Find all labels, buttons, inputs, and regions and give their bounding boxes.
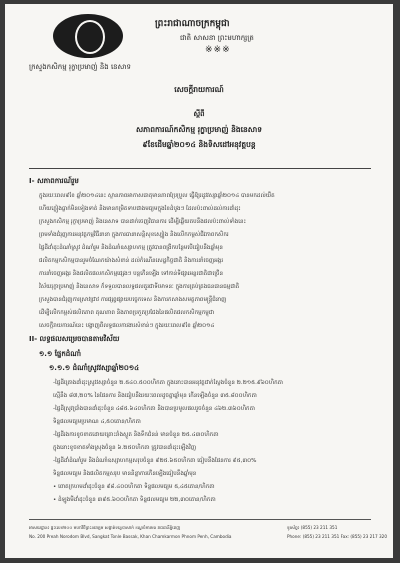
body-line: ក្នុងនោះខូចខាតទាំងស្រុងចំនួន ៦.២៥០ហិកតា ត្រូវបានដាំដុះឡើងវិញ [53, 445, 197, 451]
subsection-heading: ១.១ ផ្នែកដំណាំ [39, 350, 82, 358]
body-line: ក្រសួងកសិកម្ម រុក្ខាប្រមាញ់ និងនេសាទ បានដាក់ចេញវិធានការ ដើម្បីឆ្លើយតបនឹងផលប៉ះពាល់ទាំងនេះ [39, 219, 246, 225]
body-line: -ផ្ទៃដីរងការខូចខាតដោយគ្រោះរាំងស្ងួត និងទឹកជំនន់ មានចំនួន ២៥.៤៣០ហិកតា [53, 432, 219, 438]
footer-address-khmer: អាសយដ្ឋាន៖ ផ្ទះលេខ២០០ មហាវិថីព្រះនរោត្តម សង្កាត់ទន្លេបាសាក់ ខណ្ឌចំការមន រាជធានីភ្នំពេញ [29, 525, 181, 530]
title-divider [29, 168, 371, 169]
document-title-line-1: សភាពការណ៍កសិកម្ម រុក្ខាប្រមាញ់ និងនេសាទ [135, 125, 263, 134]
body-line: ទិន្នផលមធ្យមប្រមាណ ៤,៥០តោន/ហិកតា [53, 419, 141, 425]
section-2-body [53, 377, 371, 507]
footer-phone-english: Phone: (855) 23 211 351 Fax: (855) 23 217 320 [287, 534, 387, 539]
body-line: ទិន្នផលមធ្យម និងផលិតកម្មសរុប មាននិន្នាការកើនឡើងធៀបនឹងឆ្នាំមុន [53, 471, 197, 477]
body-line: ផលិតកម្មកសិកម្មបានរួមចំណែកយ៉ាងសំខាន់ ដល់កំណើនសេដ្ឋកិច្ចជាតិ និងការនាំចេញអង្ករ [39, 258, 224, 264]
footer-address-english: No. 200 Preah Norodom Blvd, Sangkat Tonle Bassak, Khan Chamkarmon Phnom Penh, Cambodia [29, 534, 232, 539]
document-title-line-2: ៩ខែដើមឆ្នាំ២០១៤ និងទិសដៅអនុវត្តបន្ត [142, 140, 256, 149]
body-line: វិស័យរុក្ខាប្រមាញ់ និងនេសាទ ក៏ទទួលបានលទ្ធផលគួរជាទីមោទនៈ ក្នុងការគ្រប់គ្រងធនធានធម្មជាតិ [39, 284, 240, 290]
body-line: ក្នុងរយៈពេល៩ខែ ឆ្នាំ២០១៤នេះ ស្ថានភាពអាកាសធាតុមានភាពប្រែប្រួល ធ្វើឱ្យរដូវវស្សាឆ្នាំ២០១៤ បានមកដល់យឺត [39, 193, 275, 199]
document-page [5, 4, 393, 558]
body-line: -ផ្ទៃដីដាំដំណាំរួម និងដំណាំឧស្សាហកម្មសរុបចំនួន ៩២៥.៦៥០ហិកតា ធៀបនឹងផែនការ ៩៥,៣០% [53, 458, 257, 464]
ministry-crest-logo [53, 14, 123, 58]
body-line: ផ្ទៃដីដាំដុះដំណាំស្រូវ ដំណាំរួម និងដំណាំឧស្សាហកម្ម ត្រូវបានពង្រីកបន្ថែមបើធៀបនឹងឆ្នាំមុន [39, 245, 223, 251]
footer-phone-khmer: ទូរស័ព្ទ៖ (855) 23 211 351 [287, 525, 338, 530]
body-line: ហើយភ្លៀងធ្លាក់មិនទៀងទាត់ និងមានកម្រិតទាបជាងមធ្យមក្នុងខែដំបូងៗ ដែលប៉ះពាល់ដល់ការដាំដុះ [39, 206, 241, 212]
section-1-heading: I- សភាពការណ៍រួម [29, 177, 79, 185]
section-1-body [39, 190, 371, 333]
subsection-heading: ១.១.១ ដំណាំស្រូវវស្សាឆ្នាំ២០១៤ [49, 364, 140, 372]
body-line: ការនាំចេញអង្ករ និងផលិតផលកសិកម្មផ្សេងៗ បន្តកើនឡើង ទៅកាន់ទីផ្សារអន្តរជាតិជាច្រើន [39, 271, 224, 277]
body-line: ដើម្បីលើកកម្ពស់ផលិតភាព គុណភាព និងភាពប្រកួតប្រជែងនៃផលិតផលកសិកម្មកម្ពុជា [39, 310, 215, 316]
body-line: -ផ្ទៃដីគ្រោងដាំដុះស្រូវវស្សាចំនួន ២.៥៤០.៥០០ហិកតា ក្នុងនោះបានអនុវត្តជាក់ស្តែងចំនួន ២.២១៥.៩៦០ហិកតា [53, 380, 283, 386]
ornament-divider: ※※※ [205, 45, 231, 55]
body-line: • ពោតក្រហមដាំដុះចំនួន ៩៨.៤០០ហិកតា ទិន្នផលមធ្យម ៥,៤៥តោន/ហិកតា [53, 484, 215, 490]
body-line: សេចក្តីរាយការណ៍នេះ បង្ហាញពីលទ្ធផលការងារសំខាន់ៗ ក្នុងរយៈពេល៩ខែ ឆ្នាំ២០១៤ [39, 323, 215, 329]
body-line: ព្រមទាំងជំរុញការអនុវត្តកម្មវិធីនានា ក្នុងការធានាសន្តិសុខស្បៀង និងលើកកម្ពស់ជីវភាពកសិករ [39, 232, 229, 238]
ministry-name: ក្រសួងកសិកម្ម រុក្ខាប្រមាញ់ និង នេសាទ [29, 63, 131, 71]
document-topic-label: ស្តីពី [193, 110, 205, 118]
body-line: ស្មើនឹង ៨៧,២០% នៃផែនការ និងធៀបនឹងរយៈពេលដូចគ្នាឆ្នាំមុន កើនឡើងចំនួន ៣៥.៨០០ហិកតា [53, 393, 257, 399]
national-motto: ជាតិ សាសនា ព្រះមហាក្សត្រ [180, 34, 254, 42]
body-line: • ដំឡូងមីដាំដុះចំនួន ៣៩៥.៦០០ហិកតា ទិន្នផលមធ្យម ២២,៣០តោន/ហិកតា [53, 497, 216, 503]
document-type: សេចក្តីរាយការណ៍ [174, 85, 224, 94]
body-line: ក្រសួងបានជំរុញការស្រាវជ្រាវ ការផ្សព្វផ្សាយបច្ចេកទេស និងការកសាងសមត្ថភាពមន្ត្រីជំនាញ [39, 297, 227, 303]
body-line: -ផ្ទៃដីស្រូវប្រាំងបានដាំដុះចំនួន ៤៨៥.៦៤០ហិកតា និងបានប្រមូលផលរួចចំនួន ៤៦២.៣៦០ហិកតា [53, 406, 255, 412]
kingdom-title: ព្រះរាជាណាចក្រកម្ពុជា [155, 19, 230, 29]
footer-divider [29, 519, 371, 520]
section-2-heading: II- លទ្ធផលសម្រេចបានតាមវិស័យ [29, 335, 120, 343]
